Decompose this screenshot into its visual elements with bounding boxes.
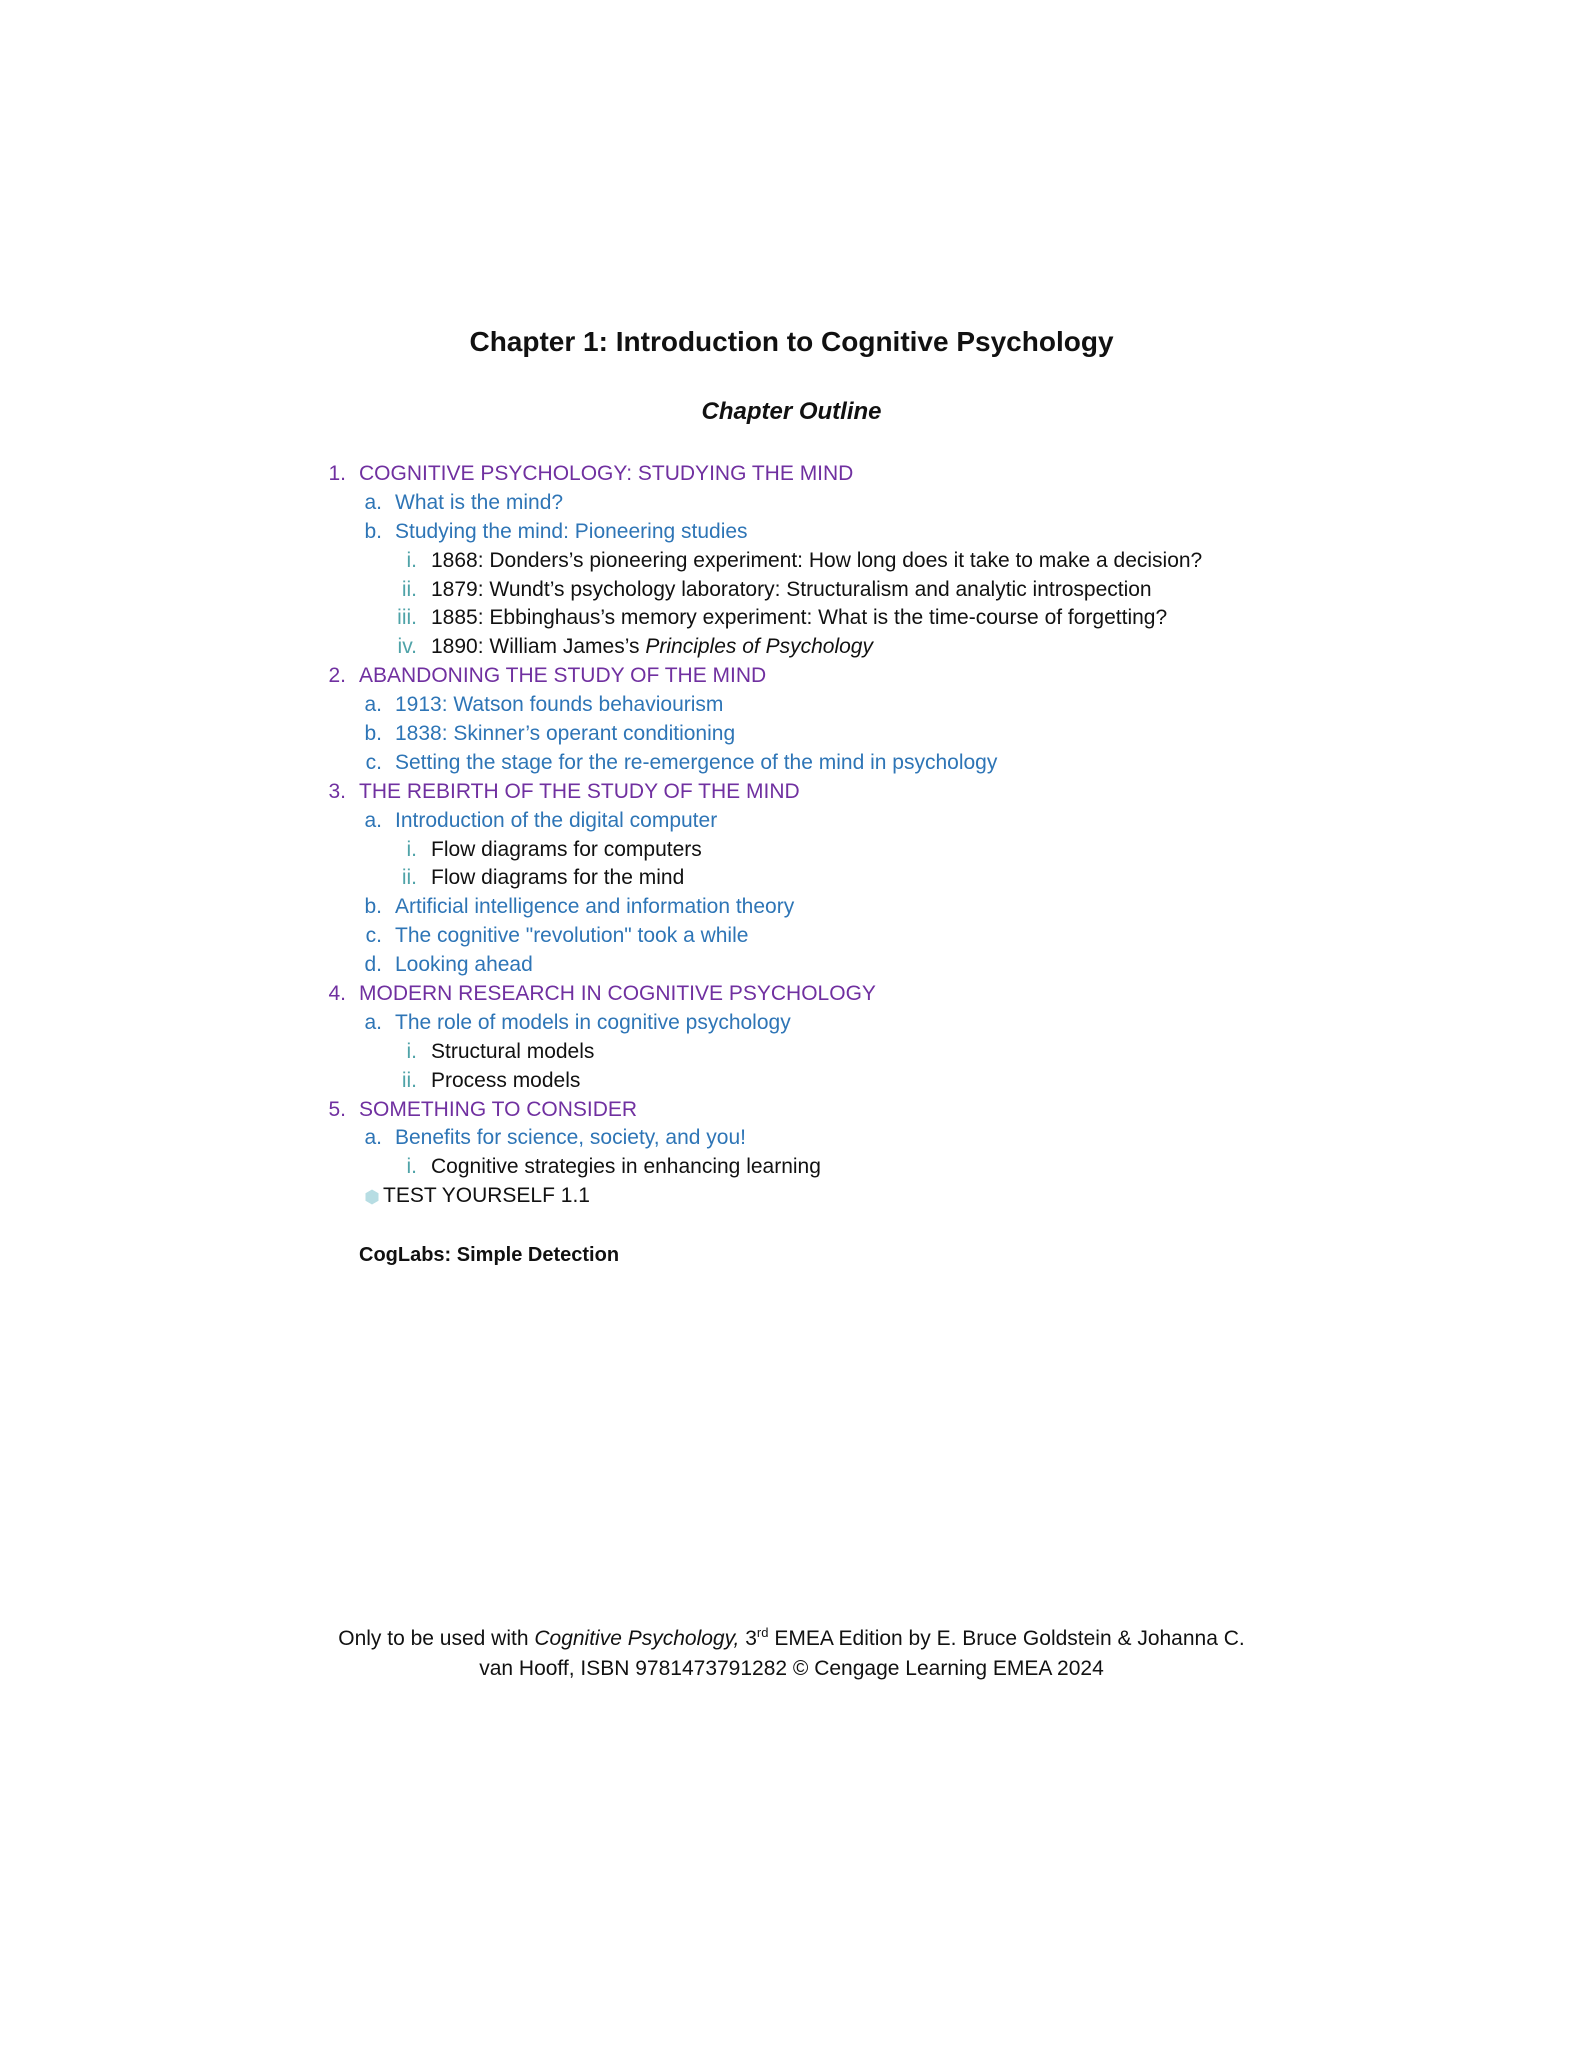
outline-item-level-1 [322, 980, 1322, 1009]
outline-marker: 4. [328, 982, 346, 1006]
outline-text-main: Structural models [431, 1039, 595, 1063]
outline-text-italic: Principles of Psychology [645, 635, 873, 659]
footer-book-title: Cognitive Psychology, [534, 1627, 740, 1650]
outline-item-level-3 [322, 1067, 1322, 1096]
outline-text [395, 1124, 746, 1153]
outline-marker: 2. [328, 664, 346, 688]
outline-text [359, 778, 800, 807]
outline-marker: a. [364, 1126, 382, 1150]
coglabs-label: CogLabs: Simple Detection [359, 1244, 620, 1266]
outline-text [359, 662, 766, 691]
outline-marker: ii. [401, 577, 417, 601]
outline-marker: b. [364, 519, 382, 543]
outline-text [431, 547, 1202, 576]
outline-text-main: MODERN RESEARCH IN COGNITIVE PSYCHOLOGY [359, 982, 876, 1006]
outline-item-level-2 [322, 720, 1322, 749]
outline-marker: ii. [401, 1068, 417, 1092]
outline-text-main: 1868: Donders’s pioneering experiment: How long does it take to make a decision? [431, 548, 1203, 572]
outline-marker: iv. [397, 635, 417, 659]
outline-item-level-2 [322, 951, 1322, 980]
outline-text [395, 489, 563, 518]
outline-marker: b. [364, 895, 382, 919]
outline-text-main: Flow diagrams for computers [431, 837, 702, 861]
outline-text-main: 1879: Wundt’s psychology laboratory: Structuralism and analytic introspection [431, 577, 1152, 601]
outline-item-level-1 [322, 1096, 1322, 1125]
outline-marker: i. [406, 548, 417, 572]
chapter-outline [322, 460, 1322, 1211]
outline-marker: ii. [401, 866, 417, 890]
outline-item-level-3 [322, 836, 1322, 865]
outline-text [395, 518, 748, 547]
outline-item-level-2 [322, 749, 1322, 778]
footer-edition-number: 3 [739, 1627, 757, 1650]
outline-text [431, 1038, 594, 1067]
outline-text-main: 1885: Ebbinghaus’s memory experiment: What is the time-course of forgetting? [431, 606, 1168, 630]
hexagon-icon [364, 1189, 380, 1205]
outline-text-main: SOMETHING TO CONSIDER [359, 1097, 638, 1121]
outline-marker: i. [406, 837, 417, 861]
outline-item-level-2 [322, 1009, 1322, 1038]
outline-text-main: What is the mind? [395, 490, 564, 514]
outline-item-level-3 [322, 633, 1322, 662]
outline-item-level-3 [322, 547, 1322, 576]
outline-text-main: Looking ahead [395, 953, 533, 977]
outline-text [359, 980, 876, 1009]
outline-text [395, 749, 997, 778]
outline-text [395, 1009, 791, 1038]
page-subtitle: Chapter Outline [701, 398, 882, 425]
outline-item-level-2 [322, 893, 1322, 922]
outline-text [395, 922, 748, 951]
footer-line-2: van Hooff, ISBN 9781473791282 © Cengage Learning EMEA 2024 [479, 1657, 1104, 1680]
outline-text-main: The cognitive "revolution" took a while [395, 924, 749, 948]
footer-line1-rest: EMEA Edition by E. Bruce Goldstein & Johanna C. [768, 1627, 1245, 1650]
outline-marker: a. [364, 490, 382, 514]
outline-text [431, 576, 1152, 605]
outline-text [359, 460, 853, 489]
outline-item-level-3 [322, 1153, 1322, 1182]
outline-text [431, 836, 702, 865]
outline-marker: 1. [328, 462, 346, 485]
outline-item-level-2 [322, 489, 1322, 518]
test-yourself-row [322, 1182, 1322, 1211]
outline-text [431, 633, 873, 662]
outline-item-level-3 [322, 604, 1322, 633]
outline-text-main: 1913: Watson founds behaviourism [395, 693, 724, 717]
outline-text [395, 807, 717, 836]
copyright-footer [0, 1618, 1583, 1684]
outline-item-level-2 [322, 518, 1322, 547]
outline-text-main: Flow diagrams for the mind [431, 866, 685, 890]
outline-item-level-2 [322, 1124, 1322, 1153]
footer-line-1 [0, 1618, 1583, 1654]
outline-text-main: Process models [431, 1068, 581, 1092]
outline-list [322, 460, 1322, 1182]
outline-marker: 5. [328, 1097, 346, 1121]
outline-text [431, 1153, 821, 1182]
outline-text [395, 691, 723, 720]
outline-item-level-3 [322, 1038, 1322, 1067]
outline-text-main: Artificial intelligence and information theory [395, 895, 795, 919]
outline-text [395, 951, 533, 980]
outline-marker: c. [365, 750, 382, 774]
outline-marker: c. [365, 924, 382, 948]
outline-text-main: COGNITIVE PSYCHOLOGY: STUDYING THE MIND [359, 462, 854, 485]
outline-item-level-1 [322, 460, 1322, 489]
outline-text-main: 1838: Skinner’s operant conditioning [395, 722, 736, 746]
outline-marker: iii. [397, 606, 417, 630]
outline-item-level-3 [322, 576, 1322, 605]
outline-marker: b. [364, 722, 382, 746]
outline-marker: d. [364, 953, 382, 977]
outline-text [431, 864, 684, 893]
outline-marker: i. [406, 1039, 417, 1063]
outline-item-level-1 [322, 662, 1322, 691]
footer-edition-sup: rd [756, 1625, 769, 1640]
outline-item-level-2 [322, 922, 1322, 951]
outline-text [395, 893, 794, 922]
footer-prefix: Only to be used with [338, 1627, 535, 1650]
outline-text [431, 1067, 580, 1096]
outline-text [359, 1096, 637, 1125]
outline-text-main: The role of models in cognitive psychology [395, 1010, 791, 1034]
outline-item-level-2 [322, 807, 1322, 836]
outline-item-level-1 [322, 778, 1322, 807]
page-title: Chapter 1: Introduction to Cognitive Psychology [469, 326, 1114, 357]
outline-text [431, 604, 1167, 633]
outline-item-level-3 [322, 864, 1322, 893]
outline-marker: i. [406, 1155, 417, 1179]
outline-marker: a. [364, 1010, 382, 1034]
outline-text-main: Cognitive strategies in enhancing learning [431, 1155, 821, 1179]
outline-text-main: Introduction of the digital computer [395, 808, 718, 832]
outline-marker: a. [364, 693, 382, 717]
outline-text-main: Benefits for science, society, and you! [395, 1126, 746, 1150]
test-yourself-label: TEST YOURSELF 1.1 [383, 1184, 590, 1208]
outline-marker: 3. [328, 779, 346, 803]
outline-marker: a. [364, 808, 382, 832]
outline-text [395, 720, 735, 749]
outline-text-main: THE REBIRTH OF THE STUDY OF THE MIND [359, 779, 800, 803]
outline-text-main: 1890: William James’s [431, 635, 646, 659]
outline-text-main: Studying the mind: Pioneering studies [395, 519, 748, 543]
outline-text-main: Setting the stage for the re-emergence of the mind in psychology [395, 750, 998, 774]
outline-item-level-2 [322, 691, 1322, 720]
outline-text-main: ABANDONING THE STUDY OF THE MIND [359, 664, 767, 688]
